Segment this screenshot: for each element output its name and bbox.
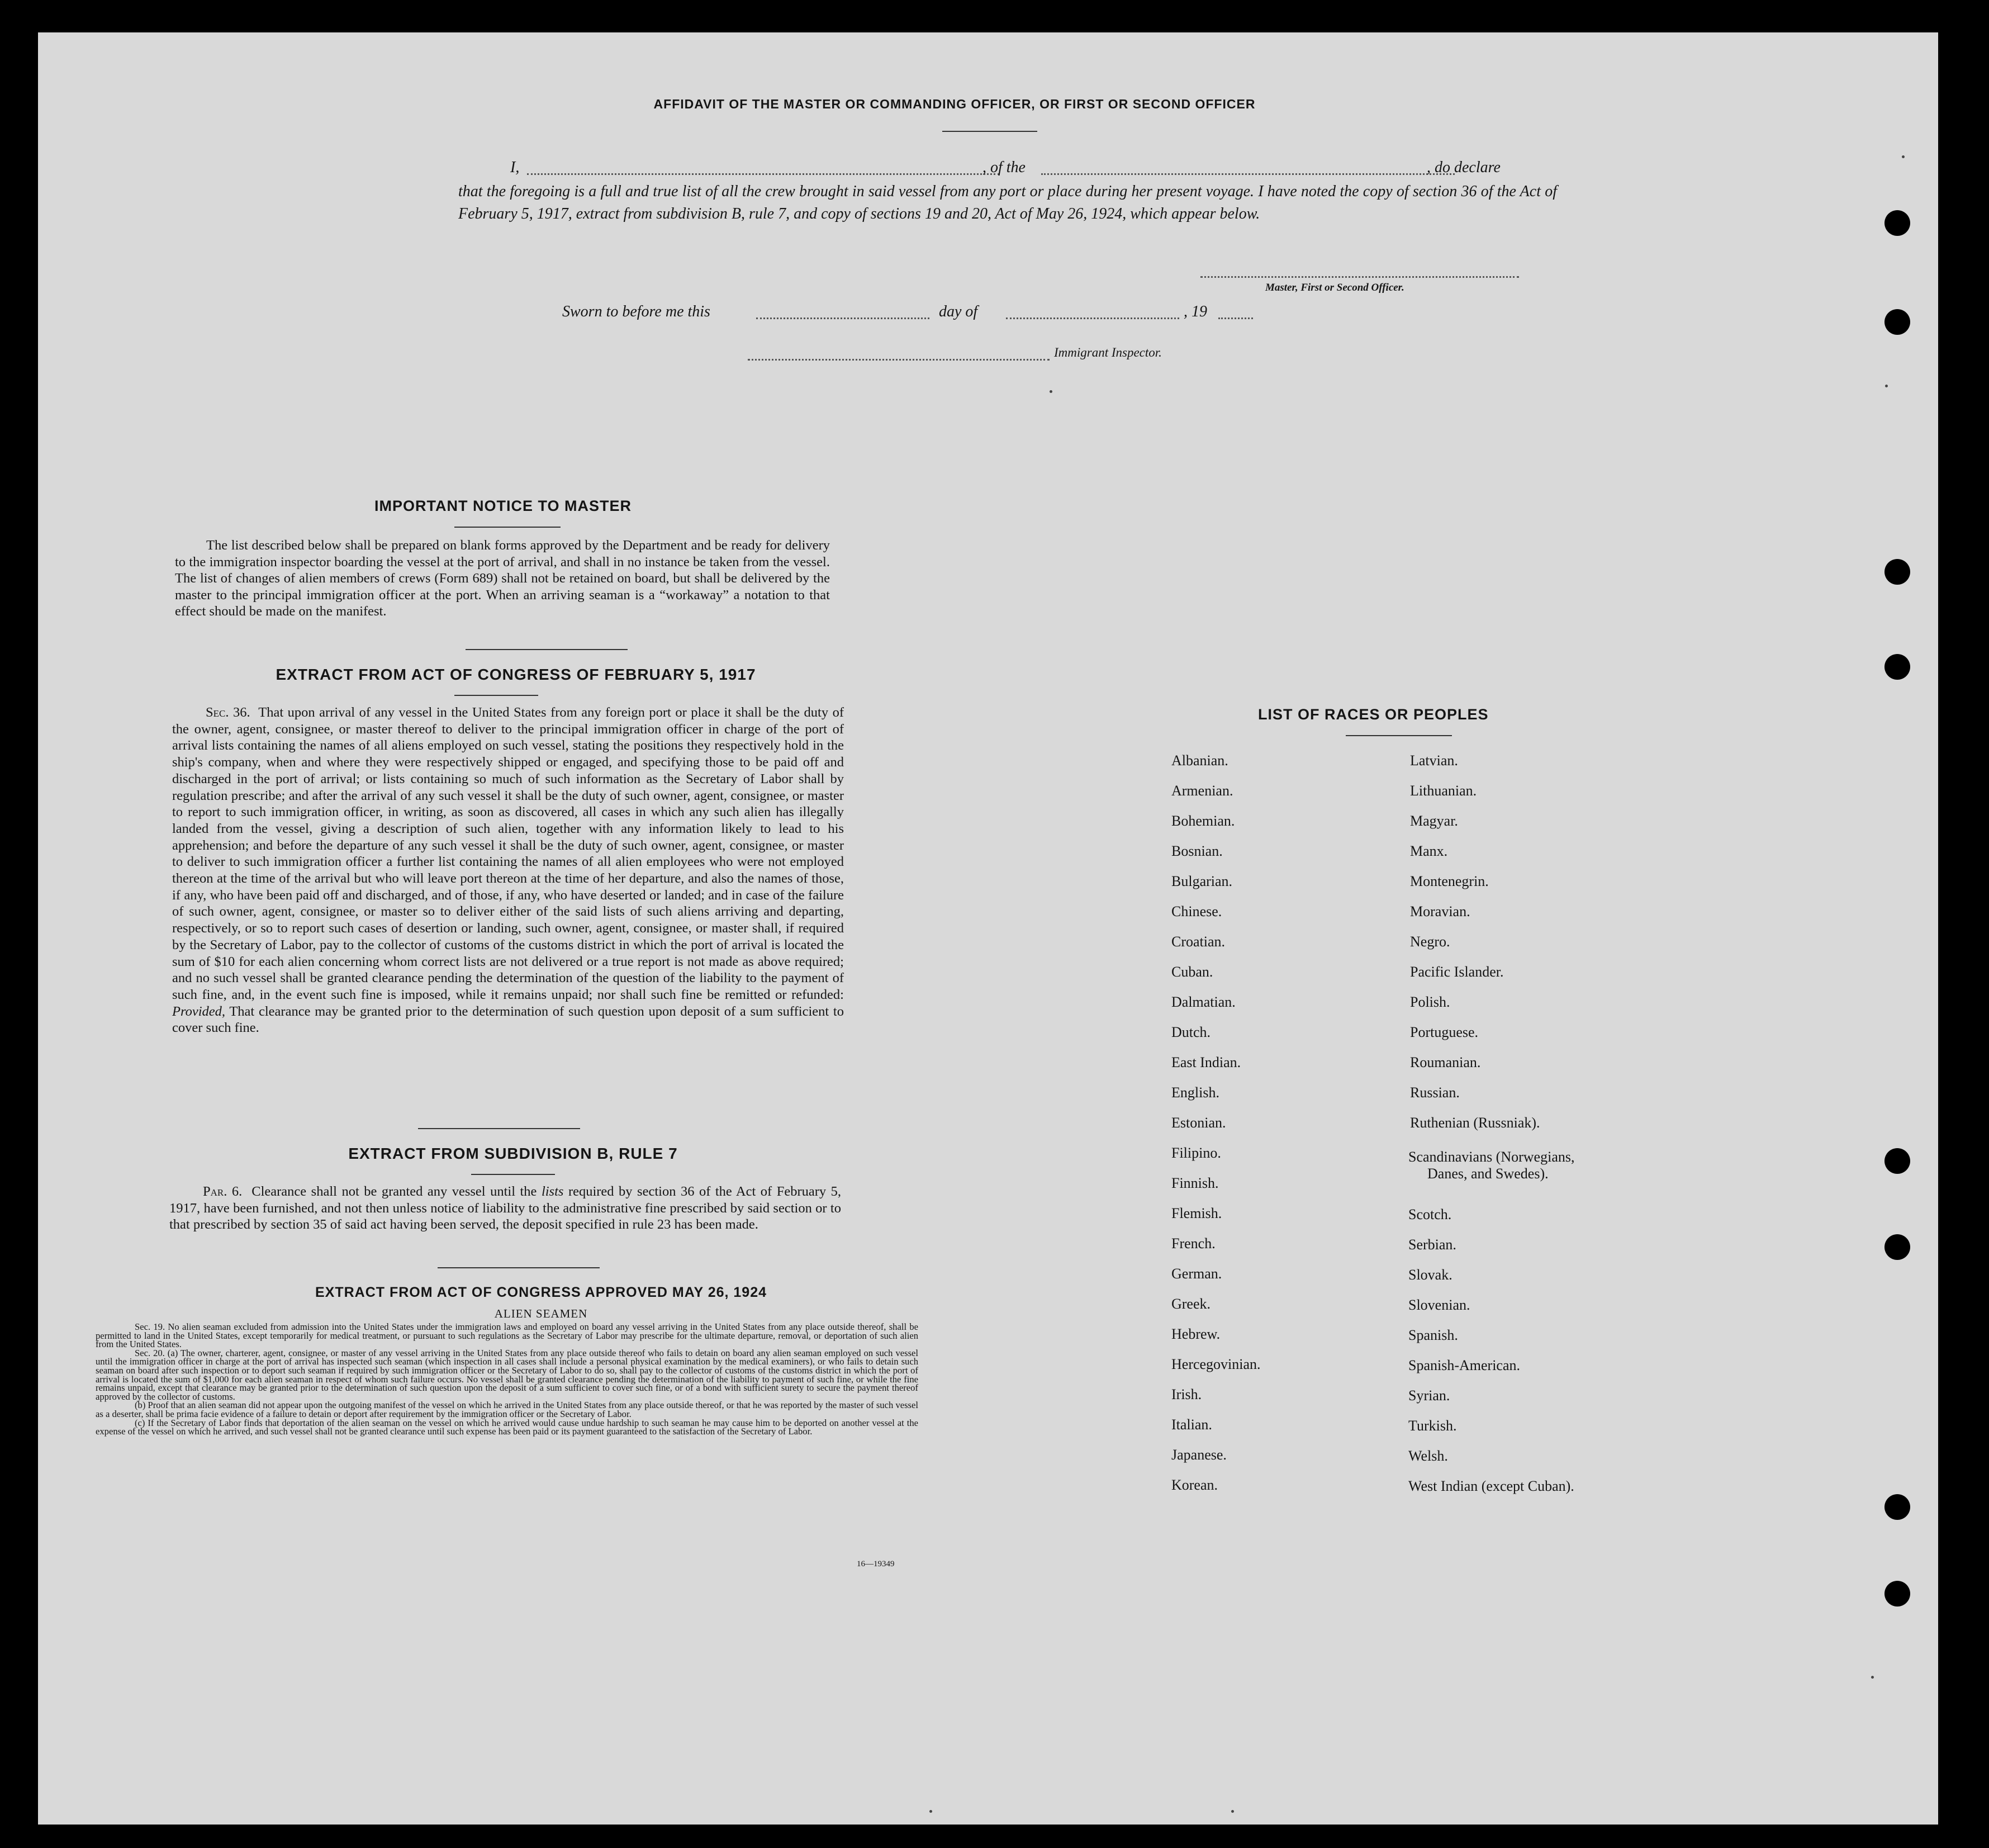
race-item-scandinavians: [1408, 1149, 1574, 1182]
divider: [454, 527, 561, 528]
race-item: Spanish.: [1408, 1327, 1458, 1343]
race-item: Negro.: [1410, 934, 1450, 950]
extract-rule7-title: EXTRACT FROM SUBDIVISION B, RULE 7: [348, 1145, 678, 1162]
race-item: French.: [1171, 1235, 1216, 1252]
race-item: Slovak.: [1408, 1267, 1452, 1283]
form-number: 16—19349: [857, 1560, 895, 1569]
race-item: Irish.: [1171, 1386, 1202, 1402]
race-item: Hercegovinian.: [1171, 1356, 1261, 1372]
master-signature-label: Master, First or Second Officer.: [1265, 282, 1404, 293]
race-item: Polish.: [1410, 994, 1450, 1010]
extract-1924-body: [96, 1323, 918, 1436]
races-title: LIST OF RACES OR PEOPLES: [1258, 706, 1489, 723]
vessel-blank[interactable]: [1041, 173, 1455, 175]
divider: [1346, 735, 1452, 736]
master-signature-blank[interactable]: [1200, 276, 1519, 278]
race-item: Lithuanian.: [1410, 783, 1477, 799]
affidavit-title: AFFIDAVIT OF THE MASTER OR COMMANDING OFFICER, OR FIRST OR SECOND OFFICER: [653, 97, 1256, 111]
notice-title: IMPORTANT NOTICE TO MASTER: [374, 497, 632, 514]
race-item: Japanese.: [1171, 1447, 1227, 1463]
binder-hole: [1884, 1494, 1910, 1520]
day-blank[interactable]: [756, 318, 929, 319]
race-item: Roumanian.: [1410, 1054, 1481, 1070]
extract-1924-title: EXTRACT FROM ACT OF CONGRESS APPROVED MAY 26, 1924: [315, 1285, 767, 1300]
race-item: Russian.: [1410, 1084, 1460, 1101]
inspector-signature-blank[interactable]: [748, 359, 1050, 361]
race-item: Flemish.: [1171, 1205, 1222, 1221]
binder-hole: [1884, 309, 1910, 335]
race-item: Estonian.: [1171, 1115, 1226, 1131]
speck: [1871, 1676, 1874, 1679]
section-text: That upon arrival of any vessel in the United States from any foreign port or place it shall be the duty of the owner, agent, consignee, or master thereof to deliver to the principal immigration officer in charge of the port of arrival lists containing the names of all aliens employed on such vessel, stating the positions they respectively hold in the ship's company, when and where they were respectively shipped or engaged, and specifying those to be paid off and discharged in the port of arrival; or lists containing so much of such information as the Secretary of Labor shall by regulation prescribe; and after the arrival of any such vessel it shall be the duty of such owner, agent, consignee, or master to report to such immigration officer, in writing, as soon as discovered, all cases in which any such alien has illegally landed from the vessel, giving a description of such alien, together with any information likely to lead to his apprehension; and before the departure of any such vessel it shall be the duty of such owner, agent, consignee, or master to deliver to such immigration officer a further list containing the names of all alien employees who were not employed thereon at the time of the arrival but who will leave port thereon at the time of her departure, and also the names of those, if any, who have been paid off and discharged, and of those, if any, who have deserted or landed; and in case of the failure of such owner, agent, consignee, or master so to deliver either of the said lists of such aliens arriving and departing, respectively, or so to report such cases of desertion or landing, such owner, agent, consignee, or master shall, if required by the Secretary of Labor, pay to the collector of customs of the customs district in which the port of arrival is located the sum of $10 for each alien concerning whom correct lists are not delivered or a true report is not made as above required; and no such vessel shall be granted clearance pending the determination of the question of the liability to the payment of such fine, and, in the event such fine is imposed, while it remains unpaid; nor shall such fine be remitted or refunded:: [172, 705, 844, 1002]
race-item: Ruthenian (Russniak).: [1410, 1115, 1540, 1131]
month-blank[interactable]: [1006, 318, 1179, 319]
sec-20a-text: Sec. 20. (a) The owner, charterer, agent, consignee, or master of any vessel arriving in the United States from any place outside thereof who fails to detain on board any alien seaman employed on such vessel until the immigration officer in charge at the port of arrival has inspected such seaman (which inspection in all cases shall include a personal physical examination by the medical examiners), or who fails to detain such seaman on board after such inspection or to deport such seaman if required by such immigration officer or the Secretary of Labor to do so, shall pay to the collector of customs of the customs district in which the port of arrival is located the sum of $1,000 for each alien seaman in respect of whom such failure occurs. No vessel shall be granted clearance pending the determination of the liability to payment of such fine, or while the fine remains unpaid, except that clearance may be granted prior to the determination of such question upon the deposit of a sum sufficient to cover such fine, or of a bond with sufficient surety to secure the payment thereof approved by the collector of customs.: [96, 1347, 918, 1402]
speck: [1902, 155, 1905, 158]
divider: [942, 131, 1037, 132]
divider: [466, 649, 628, 650]
of-the-label: , of the: [982, 159, 1026, 176]
binder-hole: [1884, 654, 1910, 680]
race-item: Finnish.: [1171, 1175, 1219, 1191]
race-item: Spanish-American.: [1408, 1357, 1521, 1373]
speck: [929, 1810, 932, 1813]
race-item: Bohemian.: [1171, 813, 1235, 829]
race-item: Korean.: [1171, 1477, 1218, 1493]
affidavit-body: that the foregoing is a full and true list of all the crew brought in said vessel from any port or place during her present voyage. I have noted the copy of section 36 of the Act of February 5, 1917, extract from subdivision B, rule 7, and copy of sections 19 and 20, Act of May 26, 1924, which appear below.: [458, 183, 1557, 222]
race-item: Cuban.: [1171, 964, 1213, 980]
notice-body: The list described below shall be prepared on blank forms approved by the Department and be ready for delivery to the immigration inspector boarding the vessel at the port of arrival, and shall in no instance be taken from the vessel. The list of changes of alien members of crews (Form 689) shall not be retained on board, but shall be delivered by the master to the principal immigration officer at the port. When an arriving seaman is a “workaway” a notation to that effect should be made on the manifest.: [175, 538, 830, 619]
section-text-end: That clearance may be granted prior to the determination of such question upon deposit of a sum sufficient to cover such fine.: [172, 1003, 844, 1036]
race-item: Syrian.: [1408, 1387, 1450, 1404]
race-item: Filipino.: [1171, 1145, 1221, 1161]
binder-hole: [1884, 1234, 1910, 1260]
races-column-2: [1410, 752, 1540, 1145]
year-label: , 19: [1184, 303, 1207, 320]
race-item: Turkish.: [1408, 1418, 1457, 1434]
provided-word: Provided,: [172, 1003, 226, 1019]
race-item: Welsh.: [1408, 1448, 1448, 1464]
speck: [1231, 1810, 1234, 1813]
sec-20b-text: (b) Proof that an alien seaman did not appear upon the outgoing manifest of the vessel on which he arrived in the United States from any place outside thereof, or that he was reported by the master of such vessel as a deserter, shall be prima facie evidence of a failure to detain or deport after requirement by the immigration officer or the Secretary of Labor.: [96, 1400, 918, 1419]
race-item: German.: [1171, 1266, 1222, 1282]
race-item: Bosnian.: [1171, 843, 1223, 859]
form-sheet: [38, 32, 1938, 1825]
race-item: Scotch.: [1408, 1206, 1452, 1222]
alien-seamen-subtitle: ALIEN SEAMEN: [494, 1307, 588, 1320]
name-blank[interactable]: [527, 173, 999, 175]
speck: [1050, 390, 1052, 393]
race-item: Magyar.: [1410, 813, 1458, 829]
extract-rule7-body: [169, 1183, 841, 1233]
inspector-signature-label: Immigrant Inspector.: [1054, 345, 1162, 359]
binder-hole: [1884, 1148, 1910, 1174]
divider: [418, 1128, 580, 1129]
do-declare-label: , do declare: [1427, 159, 1501, 176]
race-item: Serbian.: [1408, 1236, 1456, 1253]
race-item: Dalmatian.: [1171, 994, 1236, 1010]
lists-word: lists: [541, 1184, 564, 1199]
extract-1917-title: EXTRACT FROM ACT OF CONGRESS OF FEBRUARY 5, 1917: [276, 666, 756, 683]
race-item: Latvian.: [1410, 752, 1458, 769]
race-item: Italian.: [1171, 1416, 1212, 1433]
races-column-2-continued: [1408, 1206, 1574, 1508]
speck: [1885, 385, 1888, 387]
section-number: Sec. 36.: [206, 705, 250, 720]
divider: [454, 695, 538, 696]
scandinavians-line-2: Danes, and Swedes).: [1427, 1165, 1549, 1182]
sec-20c-text: (c) If the Secretary of Labor finds that deportation of the alien seaman on the vessel on which he arrived would cause undue hardship to such seaman he may cause him to be deported on another vessel at the expense of the vessel on which he arrived, and such vessel shall not be granted clearance until such expense has been paid or its payment guaranteed to the satisfaction of the Secretary of Labor.: [96, 1417, 918, 1437]
divider: [471, 1174, 555, 1175]
race-item: Chinese.: [1171, 903, 1222, 920]
race-item: Pacific Islander.: [1410, 964, 1504, 980]
race-item: Montenegrin.: [1410, 873, 1489, 889]
race-item: East Indian.: [1171, 1054, 1241, 1070]
race-item: Croatian.: [1171, 934, 1226, 950]
rule7-text-a: Clearance shall not be granted any vessel until the: [251, 1184, 537, 1199]
affidavit-i-label: I,: [510, 159, 520, 176]
extract-1917-body: [172, 704, 844, 1036]
race-item: Hebrew.: [1171, 1326, 1221, 1342]
sworn-label: Sworn to before me this: [562, 303, 710, 320]
binder-hole: [1884, 210, 1910, 236]
binder-hole: [1884, 559, 1910, 585]
race-item: Manx.: [1410, 843, 1448, 859]
race-item: West Indian (except Cuban).: [1408, 1478, 1574, 1494]
sec-19-text: Sec. 19. No alien seaman excluded from admission into the United States under the immigration laws and employed on board any vessel arriving in the United States from any place outside thereof, shall be permitted to land in the United States, except temporarily for medical treatment, or pursuant to such regulations as the Secretary of Labor may prescribe for the ultimate departure, removal, or deportation of such alien from the United States.: [96, 1321, 918, 1350]
year-blank[interactable]: [1218, 318, 1253, 319]
races-column-1: [1171, 752, 1261, 1507]
race-item: Albanian.: [1171, 752, 1228, 769]
race-item: Portuguese.: [1410, 1024, 1479, 1040]
race-item: Armenian.: [1171, 783, 1233, 799]
day-of-label: day of: [939, 303, 978, 320]
binder-hole: [1884, 1581, 1910, 1607]
scandinavians-line-1: Scandinavians (Norwegians,: [1408, 1149, 1575, 1165]
race-item: English.: [1171, 1084, 1219, 1101]
divider: [438, 1267, 600, 1268]
paragraph-number: Par. 6.: [203, 1184, 243, 1199]
race-item: Moravian.: [1410, 903, 1470, 920]
race-item: Greek.: [1171, 1296, 1211, 1312]
rule7-text-b: required by section 36 of the Act of February 5, 1917, have been furnished, and not then unless notice of liability to the administrative fine prescribed by said section or to that prescribed by section 35 of said act having been served, the deposit specified in rule 23 has been made.: [169, 1184, 842, 1232]
race-item: Dutch.: [1171, 1024, 1211, 1040]
race-item: Bulgarian.: [1171, 873, 1233, 889]
race-item: Slovenian.: [1408, 1297, 1470, 1313]
